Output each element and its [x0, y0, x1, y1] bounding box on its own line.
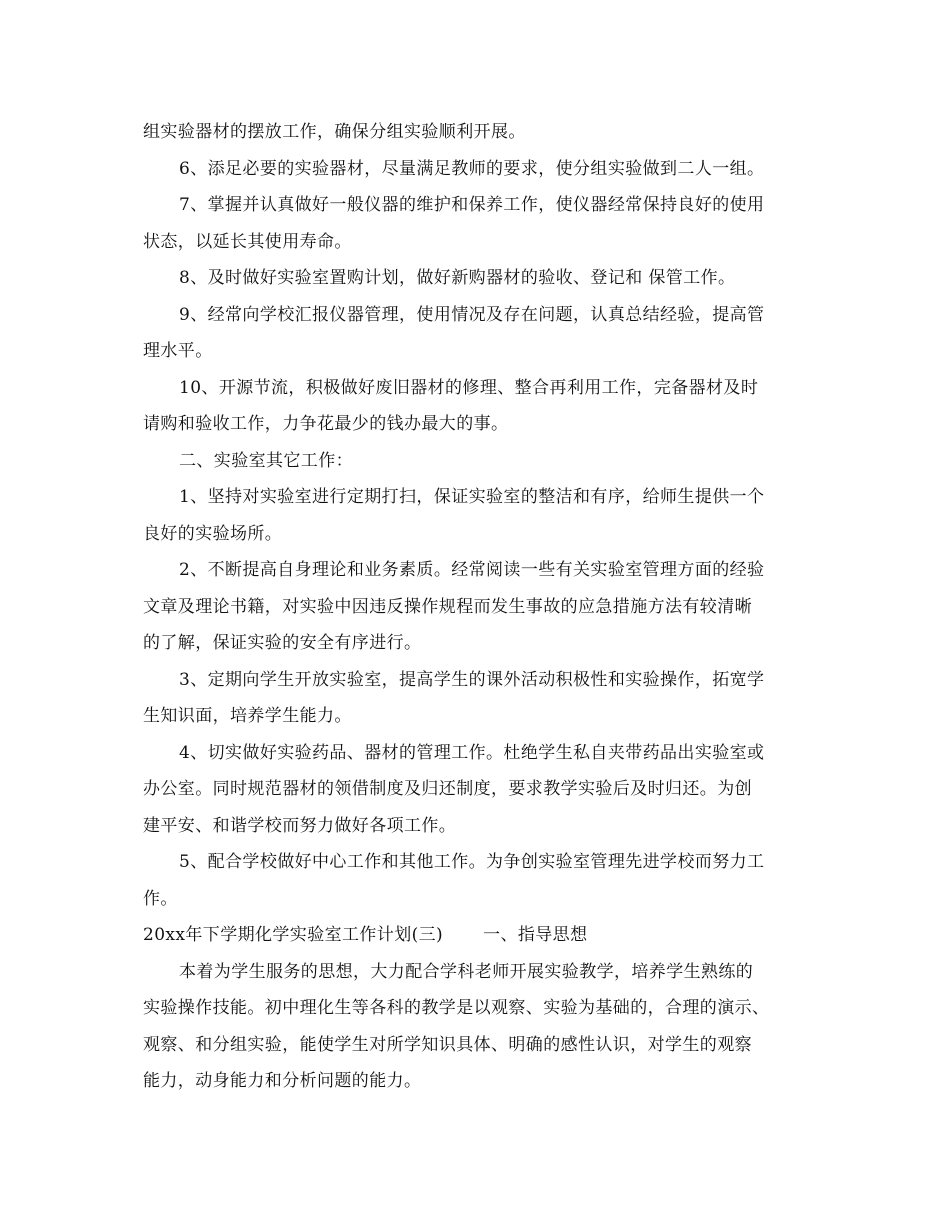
plan-title: 20xx年下学期化学实验室工作计划(三)	[143, 925, 444, 945]
text-line: 办公室。同时规范器材的领借制度及归还制度，要求教学实验后及时归还。为创	[143, 779, 752, 799]
text-line: 1、坚持对实验室进行定期打扫，保证实验室的整洁和有序，给师生提供一个	[179, 487, 765, 507]
plan-heading	[143, 917, 807, 954]
text-line: 的了解，保证实验的安全有序进行。	[143, 633, 422, 653]
plan-subtitle: 一、指导思想	[483, 925, 588, 945]
text-line: 建平安、和谐学校而努力做好各项工作。	[143, 815, 457, 836]
section-heading: 二、实验室其它工作：	[179, 450, 353, 471]
text-line: 理水平。	[143, 341, 213, 361]
text-line: 文章及理论书籍，对实验中因违反操作规程而发生事故的应急措施方法有较清晰	[143, 596, 752, 617]
text-line: 6、添足必要的实验器材，尽量满足教师的要求，使分组实验做到二人一组。	[179, 158, 765, 179]
heading-gap	[443, 917, 483, 954]
text-line: 7、掌握并认真做好一般仪器的维护和保养工作，使仪器经常保持良好的使用	[179, 195, 765, 215]
text-line: 良好的实验场所。	[143, 523, 283, 544]
text-line: 本着为学生服务的思想，大力配合学科老师开展实验教学，培养学生熟练的	[179, 961, 754, 982]
text-line: 4、切实做好实验药品、器材的管理工作。杜绝学生私自夹带药品出实验室或	[179, 742, 765, 763]
text-line: 请购和验收工作，力争花最少的钱办最大的事。	[143, 414, 509, 434]
text-line: 8、及时做好实验室置购计划，做好新购器材的验收、登记和 保管工作。	[179, 268, 736, 288]
text-line: 观察、和分组实验，能使学生对所学知识具体、明确的感性认识，对学生的观察	[143, 1034, 752, 1055]
text-line: 状态，以延长其使用寿命。	[143, 231, 352, 252]
text-line: 能力，动身能力和分析问题的能力。	[143, 1071, 422, 1091]
text-line: 实验操作技能。初中理化生等各科的教学是以观察、实验为基础的，合理的演示、	[143, 998, 770, 1018]
text-line: 10、开源节流，积极做好废旧器材的修理、整合再利用工作，完备器材及时	[179, 377, 759, 398]
document-page	[143, 114, 807, 1100]
text-line: 2、不断提高自身理论和业务素质。经常阅读一些有关实验室管理方面的经验	[179, 560, 765, 580]
text-line: 生知识面，培养学生能力。	[143, 706, 352, 726]
text-line: 3、定期向学生开放实验室，提高学生的课外活动积极性和实验操作，拓宽学	[179, 669, 765, 690]
text-line: 作。	[143, 888, 178, 909]
text-line: 9、经常向学校汇报仪器管理，使用情况及存在问题，认真总结经验，提高管	[179, 304, 765, 325]
text-line: 组实验器材的摆放工作，确保分组实验顺利开展。	[143, 122, 526, 142]
text-line: 5、配合学校做好中心工作和其他工作。为争创实验室管理先进学校而努力工	[179, 852, 765, 872]
